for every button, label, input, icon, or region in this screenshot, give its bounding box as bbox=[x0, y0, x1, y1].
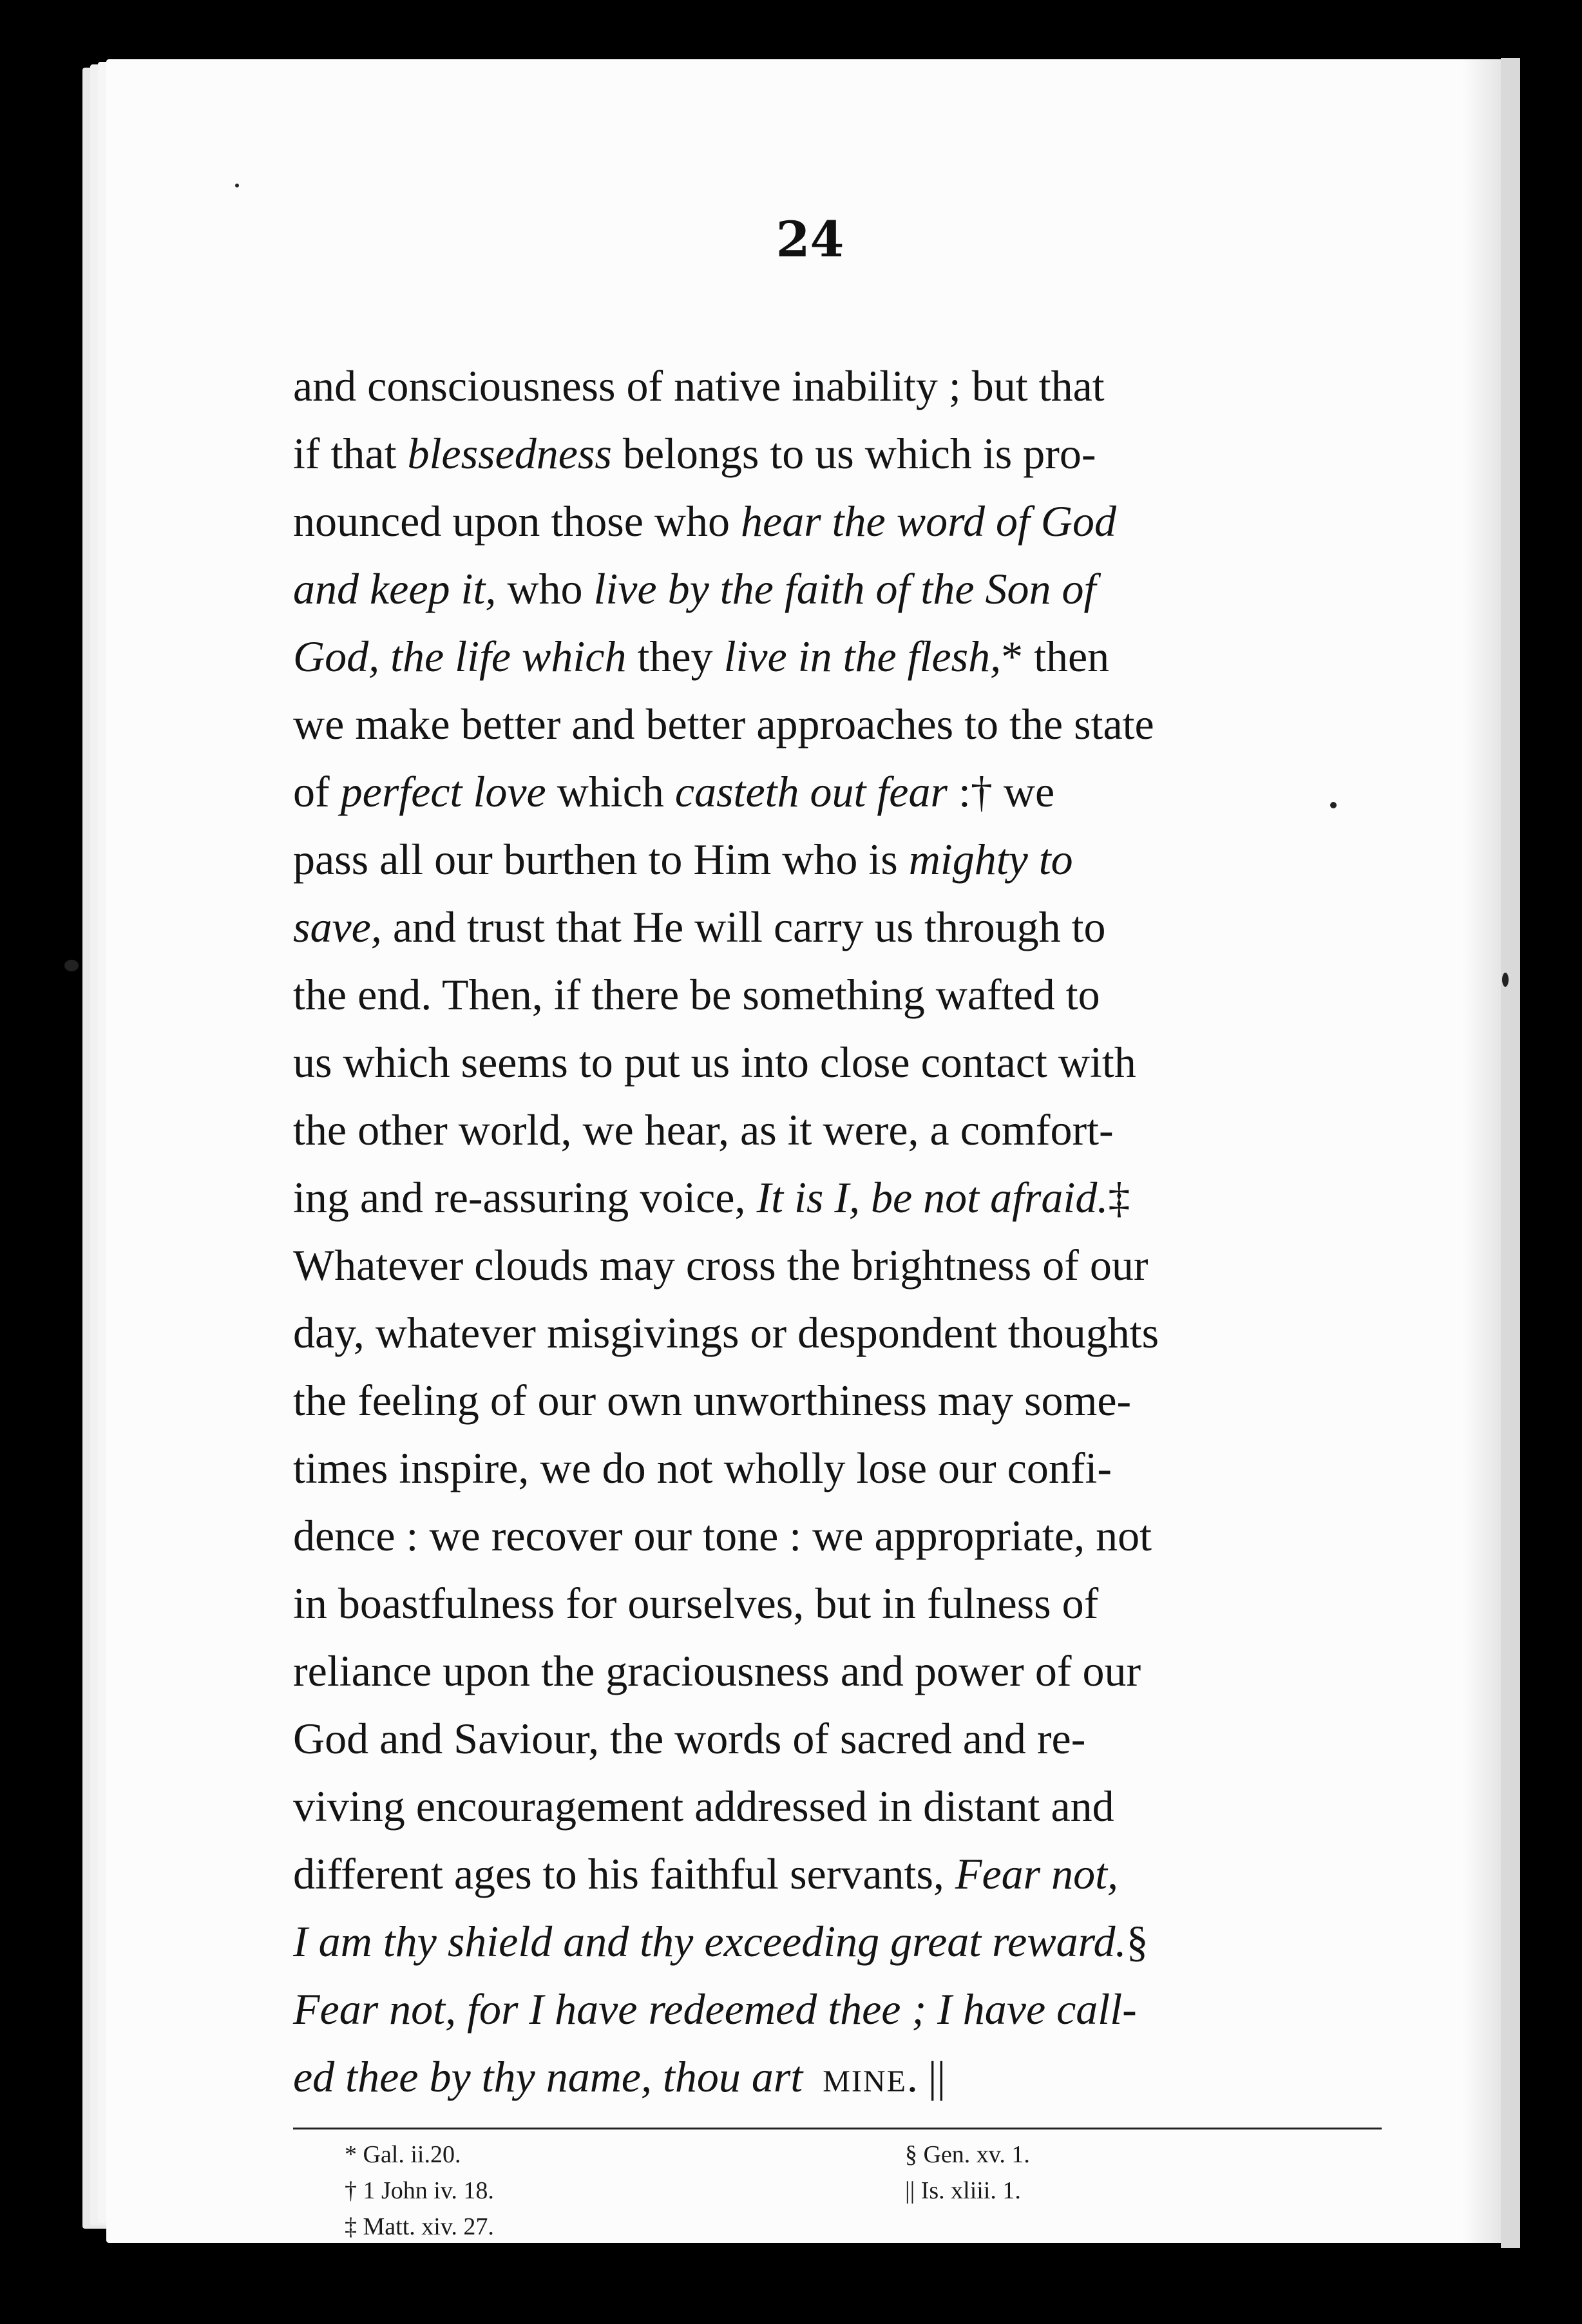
text-line bbox=[293, 1570, 1382, 1637]
text-run: * then bbox=[1001, 632, 1110, 681]
italic-run: casteth out fear bbox=[674, 767, 948, 816]
text-run: if that bbox=[293, 429, 408, 478]
dust-speck bbox=[64, 960, 79, 971]
footnote: || Is. xliii. 1. bbox=[905, 2177, 1021, 2204]
footnote: ‡ Matt. xiv. 27. bbox=[345, 2213, 494, 2240]
footnotes-right bbox=[905, 2137, 1030, 2209]
book-page bbox=[106, 59, 1514, 2243]
italic-run: Fear not, bbox=[955, 1849, 1118, 1898]
text-line bbox=[293, 1232, 1382, 1299]
text-line bbox=[293, 691, 1382, 758]
text-run: the other world, we hear, as it were, a comfort- bbox=[293, 1105, 1114, 1154]
text-line bbox=[293, 1840, 1382, 1908]
footnote-rule bbox=[293, 2128, 1382, 2129]
italic-run: God, the life which bbox=[293, 632, 627, 681]
text-line bbox=[293, 1096, 1382, 1164]
text-run: us which seems to put us into close contact with bbox=[293, 1038, 1136, 1087]
text-line bbox=[293, 555, 1382, 623]
text-run: different ages to his faithful servants, bbox=[293, 1849, 955, 1898]
text-run: we make better and better approaches to the state bbox=[293, 700, 1154, 748]
text-run: they bbox=[626, 632, 724, 681]
text-line bbox=[293, 1299, 1382, 1367]
text-run: and trust that He will carry us through to bbox=[381, 902, 1106, 951]
text-line bbox=[293, 961, 1382, 1029]
dust-speck bbox=[235, 184, 239, 187]
text-run: and consciousness of native inability ; but that bbox=[293, 361, 1105, 410]
text-line bbox=[293, 488, 1382, 555]
text-run: :† we bbox=[947, 767, 1055, 816]
text-run: reliance upon the graciousness and power of our bbox=[293, 1646, 1141, 1695]
small-caps-run: mine. bbox=[823, 2052, 919, 2101]
text-run: who bbox=[496, 564, 594, 613]
text-run: nounced upon those who bbox=[293, 497, 741, 546]
text-line bbox=[293, 1637, 1382, 1705]
text-run: viving encouragement addressed in distant and bbox=[293, 1782, 1114, 1831]
text-run: § bbox=[1126, 1917, 1148, 1966]
italic-run: Fear not, for I have redeemed thee ; I have call- bbox=[293, 1985, 1137, 2034]
italic-run: and keep it, bbox=[293, 564, 497, 613]
text-run: ing and re-assuring voice, bbox=[293, 1173, 757, 1222]
text-run: which bbox=[546, 767, 675, 816]
page-edge bbox=[1501, 58, 1520, 2248]
text-line bbox=[293, 758, 1382, 826]
text-line bbox=[293, 2043, 1382, 2111]
italic-run: hear the word of God bbox=[741, 497, 1117, 546]
italic-run: ed thee by thy name, thou art bbox=[293, 2052, 814, 2101]
italic-run: mighty to bbox=[908, 835, 1073, 884]
text-run: the end. Then, if there be something wafted to bbox=[293, 970, 1100, 1019]
text-line bbox=[293, 1976, 1382, 2043]
text-line bbox=[293, 1164, 1382, 1232]
text-line bbox=[293, 420, 1382, 488]
text-run: God and Saviour, the words of sacred and re- bbox=[293, 1714, 1086, 1763]
text-line bbox=[293, 826, 1382, 893]
body-text bbox=[293, 352, 1382, 2111]
footnote: § Gen. xv. 1. bbox=[905, 2141, 1030, 2168]
italic-run: live by the faith of the Son of bbox=[593, 564, 1096, 613]
footnote: * Gal. ii.20. bbox=[345, 2141, 461, 2168]
footnotes-left bbox=[345, 2137, 494, 2245]
italic-run: live in the flesh, bbox=[723, 632, 1002, 681]
italic-run: blessedness bbox=[407, 429, 612, 478]
text-run: belongs to us which is pro- bbox=[611, 429, 1096, 478]
text-line bbox=[293, 352, 1382, 420]
text-line bbox=[293, 1502, 1382, 1570]
text-line bbox=[293, 623, 1382, 691]
text-run: times inspire, we do not wholly lose our confi- bbox=[293, 1443, 1112, 1492]
dust-speck bbox=[1330, 802, 1337, 808]
text-run: ‡ bbox=[1108, 1173, 1130, 1222]
italic-run: save, bbox=[293, 902, 382, 951]
text-line bbox=[293, 1434, 1382, 1502]
text-run: of bbox=[293, 767, 341, 816]
italic-run: I am thy shield and thy exceeding great reward. bbox=[293, 1917, 1127, 1966]
text-run: Whatever clouds may cross the brightness of our bbox=[293, 1241, 1148, 1290]
text-line bbox=[293, 893, 1382, 961]
italic-run: perfect love bbox=[340, 767, 546, 816]
text-run: pass all our burthen to Him who is bbox=[293, 835, 909, 884]
text-line bbox=[293, 1908, 1382, 1976]
footnote: † 1 John iv. 18. bbox=[345, 2177, 494, 2204]
text-run: day, whatever misgivings or despondent thoughts bbox=[293, 1308, 1159, 1357]
text-line bbox=[293, 1029, 1382, 1096]
text-line bbox=[293, 1367, 1382, 1434]
text-run: the feeling of our own unworthiness may some- bbox=[293, 1376, 1132, 1425]
text-run: in boastfulness for ourselves, but in fulness of bbox=[293, 1579, 1099, 1628]
italic-run: It is I, be not afraid. bbox=[756, 1173, 1109, 1222]
text-line bbox=[293, 1705, 1382, 1773]
dust-speck bbox=[1502, 973, 1509, 987]
text-run: dence : we recover our tone : we appropriate, not bbox=[293, 1511, 1152, 1560]
page-number: 24 bbox=[776, 211, 844, 268]
text-line bbox=[293, 1773, 1382, 1840]
text-run: || bbox=[928, 2052, 946, 2101]
